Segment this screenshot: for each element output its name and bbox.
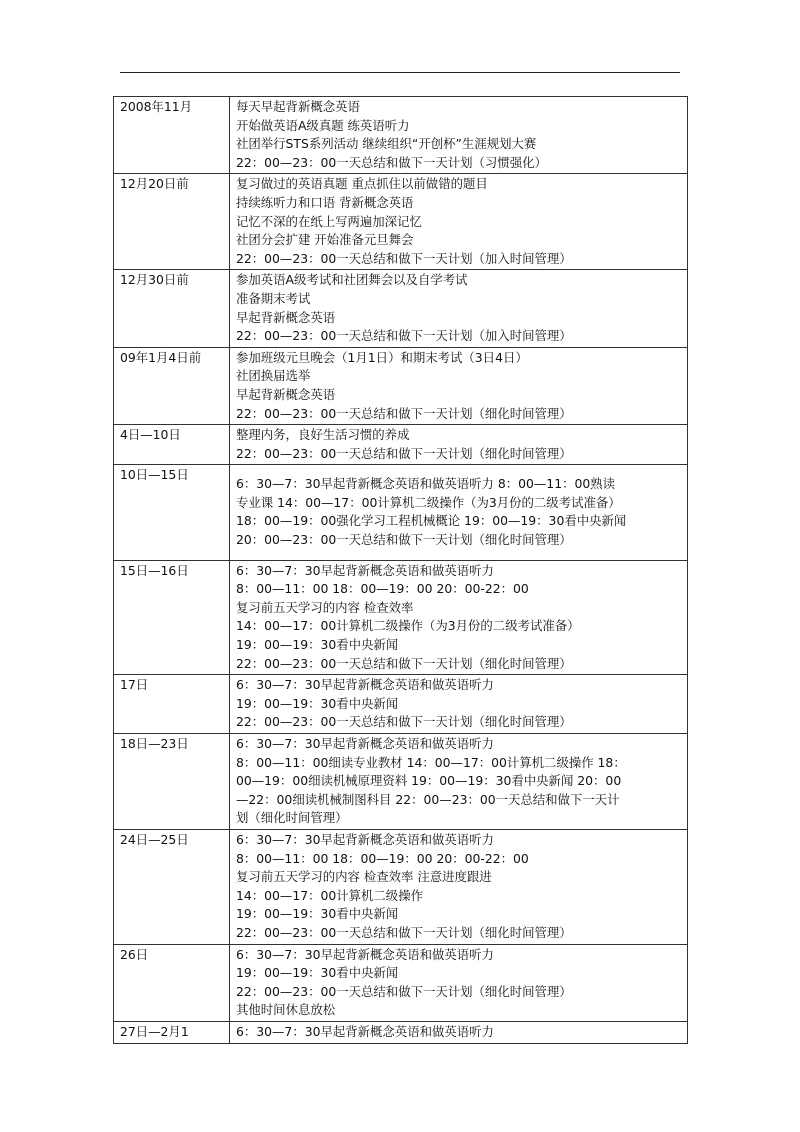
plan-line: 22：00—23：00一天总结和做下一天计划（细化时间管理） (236, 983, 572, 999)
plan-cell (230, 465, 688, 560)
plan-line: 22：00—23：00一天总结和做下一天计划（加入时间管理） (236, 328, 572, 344)
schedule-table (113, 96, 688, 1044)
header-rule (120, 72, 680, 73)
plan-line: 8：00—11：00细读专业教材 14：00—17：00计算机二级操作 18： (236, 754, 626, 770)
table-row (114, 425, 688, 465)
plan-line: 19：00—19：30看中央新闻 (236, 965, 399, 981)
plan-line: 19：00—19：30看中央新闻 (236, 695, 399, 711)
plan-line: 社团分会扩建 开始准备元旦舞会 (236, 232, 414, 248)
plan-cell (230, 97, 688, 174)
table-row (114, 734, 688, 830)
plan-line: 6：30—7：30早起背新概念英语和做英语听力 (236, 562, 494, 578)
plan-line: 社团举行STS系列活动 继续组织“开创杯”生涯规划大赛 (236, 136, 537, 152)
plan-line: 22：00—23：00一天总结和做下一天计划（细化时间管理） (236, 405, 572, 421)
plan-cell (230, 1021, 688, 1043)
date-cell: 27日—2月1 (114, 1021, 230, 1043)
date-cell: 09年1月4日前 (114, 347, 230, 424)
plan-line: 22：00—23：00一天总结和做下一天计划（细化时间管理） (236, 445, 572, 461)
plan-line: 复习前五天学习的内容 检查效率 (236, 599, 414, 615)
plan-line: 复习做过的英语真题 重点抓住以前做错的题目 (236, 176, 488, 192)
plan-line: 早起背新概念英语 (236, 309, 336, 325)
plan-cell (230, 944, 688, 1021)
plan-line: 22：00—23：00一天总结和做下一天计划（细化时间管理） (236, 714, 572, 730)
plan-line: 6：30—7：30早起背新概念英语和做英语听力 8：00—11：00熟读 (236, 476, 616, 492)
plan-cell (230, 829, 688, 944)
plan-cell (230, 270, 688, 347)
plan-line: 复习前五天学习的内容 检查效率 注意进度跟进 (236, 869, 492, 885)
plan-cell (230, 734, 688, 830)
plan-line: 6：30—7：30早起背新概念英语和做英语听力 (236, 946, 494, 962)
date-cell: 12月20日前 (114, 174, 230, 270)
plan-cell (230, 425, 688, 465)
plan-line: 20：00—23：00一天总结和做下一天计划（细化时间管理） (236, 532, 572, 548)
plan-line: 其他时间休息放松 (236, 1002, 336, 1018)
table-row (114, 347, 688, 424)
plan-line: 6：30—7：30早起背新概念英语和做英语听力 (236, 831, 494, 847)
plan-line: 划（细化时间管理） (236, 810, 348, 826)
table-row (114, 560, 688, 675)
date-cell: 4日—10日 (114, 425, 230, 465)
date-cell: 26日 (114, 944, 230, 1021)
plan-line: 参加班级元旦晚会（1月1日）和期末考试（3日4日） (236, 349, 528, 365)
plan-line: 19：00—19：30看中央新闻 (236, 637, 399, 653)
plan-line: 整理内务，良好生活习惯的养成 (236, 427, 410, 443)
plan-line: 22：00—23：00一天总结和做下一天计划（细化时间管理） (236, 655, 572, 671)
plan-line: 22：00—23：00一天总结和做下一天计划（细化时间管理） (236, 924, 572, 940)
plan-line: —22：00细读机械制图科目 22：00—23：00一天总结和做下一天计 (236, 791, 620, 807)
date-cell: 17日 (114, 675, 230, 734)
table-row (114, 270, 688, 347)
plan-line: 开始做英语A级真题 练英语听力 (236, 117, 410, 133)
plan-line: 记忆不深的在纸上写两遍加深记忆 (236, 213, 422, 229)
table-row (114, 465, 688, 560)
table-row (114, 97, 688, 174)
plan-line: 社团换届选举 (236, 368, 311, 384)
plan-cell (230, 560, 688, 675)
table-row (114, 944, 688, 1021)
plan-line: 每天早起背新概念英语 (236, 99, 360, 114)
plan-cell (230, 174, 688, 270)
plan-line: 6：30—7：30早起背新概念英语和做英语听力 (236, 1023, 494, 1039)
plan-line: 8：00—11：00 18：00—19：00 20：00-22：00 (236, 850, 529, 866)
date-cell: 2008年11月 (114, 97, 230, 174)
date-cell: 24日—25日 (114, 829, 230, 944)
plan-line: 准备期末考试 (236, 290, 311, 306)
table-row (114, 174, 688, 270)
plan-line: 持续练听力和口语 背新概念英语 (236, 194, 414, 210)
plan-line: 14：00—17：00计算机二级操作（为3月份的二级考试准备） (236, 618, 580, 634)
plan-line: 14：00—17：00计算机二级操作 (236, 887, 423, 903)
table-row (114, 1021, 688, 1043)
table-row (114, 675, 688, 734)
date-cell: 18日—23日 (114, 734, 230, 830)
plan-line: 早起背新概念英语 (236, 386, 336, 402)
plan-cell (230, 675, 688, 734)
table-row (114, 829, 688, 944)
plan-line: 8：00—11：00 18：00—19：00 20：00-22：00 (236, 581, 529, 597)
plan-line: 22：00—23：00一天总结和做下一天计划（加入时间管理） (236, 250, 572, 266)
plan-line: 6：30—7：30早起背新概念英语和做英语听力 (236, 677, 494, 693)
date-cell: 15日—16日 (114, 560, 230, 675)
plan-line: 18：00—19：00强化学习工程机械概论 19：00—19：30看中央新闻 (236, 513, 627, 529)
plan-line: 专业课 14：00—17：00计算机二级操作（为3月份的二级考试准备） (236, 494, 621, 510)
plan-line: 19：00—19：30看中央新闻 (236, 906, 399, 922)
date-cell: 12月30日前 (114, 270, 230, 347)
plan-line: 6：30—7：30早起背新概念英语和做英语听力 (236, 736, 494, 751)
date-cell: 10日—15日 (114, 465, 230, 560)
plan-cell (230, 347, 688, 424)
plan-line: 00—19：00细读机械原理资料 19：00—19：30看中央新闻 20：00 (236, 773, 622, 789)
plan-line: 参加英语A级考试和社团舞会以及自学考试 (236, 272, 468, 288)
plan-line: 22：00—23：00一天总结和做下一天计划（习惯强化） (236, 154, 547, 170)
